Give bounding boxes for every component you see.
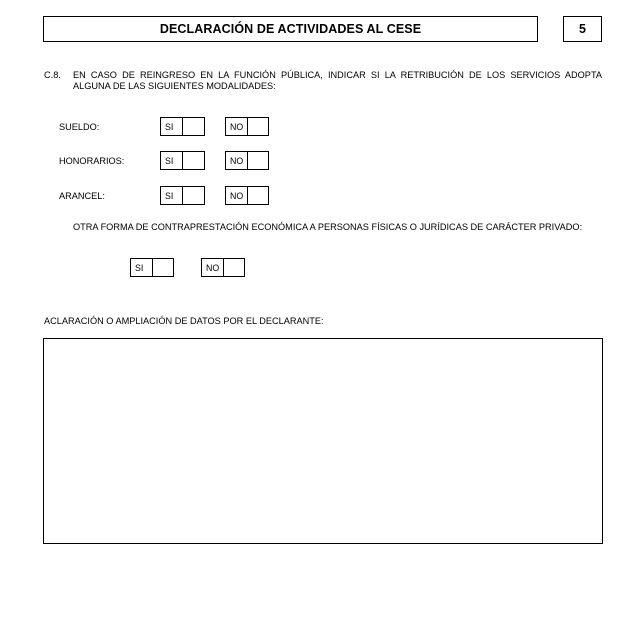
sueldo-no-label: NO <box>225 117 247 136</box>
honorarios-si-box[interactable] <box>182 151 205 170</box>
arancel-no-checkbox[interactable] <box>225 186 269 205</box>
sueldo-no-box[interactable] <box>247 117 269 136</box>
otra-no-label: NO <box>201 258 223 277</box>
otra-forma-text: OTRA FORMA DE CONTRAPRESTACIÓN ECONÓMICA A PERSONAS FÍSICAS O JURÍDICAS DE CARÁCTER PRIVADO: <box>73 222 583 232</box>
sueldo-si-box[interactable] <box>182 117 205 136</box>
clarification-label: ACLARACIÓN O AMPLIACIÓN DE DATOS POR EL DECLARANTE: <box>44 316 324 326</box>
honorarios-no-box[interactable] <box>247 151 269 170</box>
sueldo-no-checkbox[interactable] <box>225 117 269 136</box>
arancel-si-checkbox[interactable] <box>160 186 205 205</box>
page-title: DECLARACIÓN DE ACTIVIDADES AL CESE <box>43 16 538 42</box>
page-number: 5 <box>563 16 602 42</box>
sueldo-si-label: SI <box>160 117 182 136</box>
honorarios-no-checkbox[interactable] <box>225 151 269 170</box>
honorarios-si-checkbox[interactable] <box>160 151 205 170</box>
arancel-no-label: NO <box>225 186 247 205</box>
honorarios-si-label: SI <box>160 151 182 170</box>
honorarios-label: HONORARIOS: <box>59 156 125 166</box>
arancel-si-box[interactable] <box>182 186 205 205</box>
otra-si-checkbox[interactable] <box>130 258 174 277</box>
question-text: EN CASO DE REINGRESO EN LA FUNCIÓN PÚBLICA, INDICAR SI LA RETRIBUCIÓN DE LOS SERVICIOS ADOPTA ALGUNA DE LAS SIGUIENTES MODALIDADES: <box>73 70 602 91</box>
otra-si-box[interactable] <box>152 258 174 277</box>
honorarios-no-label: NO <box>225 151 247 170</box>
question-number: C.8. <box>44 70 61 80</box>
sueldo-si-checkbox[interactable] <box>160 117 205 136</box>
arancel-no-box[interactable] <box>247 186 269 205</box>
otra-no-checkbox[interactable] <box>201 258 245 277</box>
arancel-si-label: SI <box>160 186 182 205</box>
arancel-label: ARANCEL: <box>59 191 105 201</box>
clarification-textarea[interactable] <box>43 338 603 544</box>
otra-si-label: SI <box>130 258 152 277</box>
sueldo-label: SUELDO: <box>59 122 100 132</box>
otra-no-box[interactable] <box>223 258 245 277</box>
